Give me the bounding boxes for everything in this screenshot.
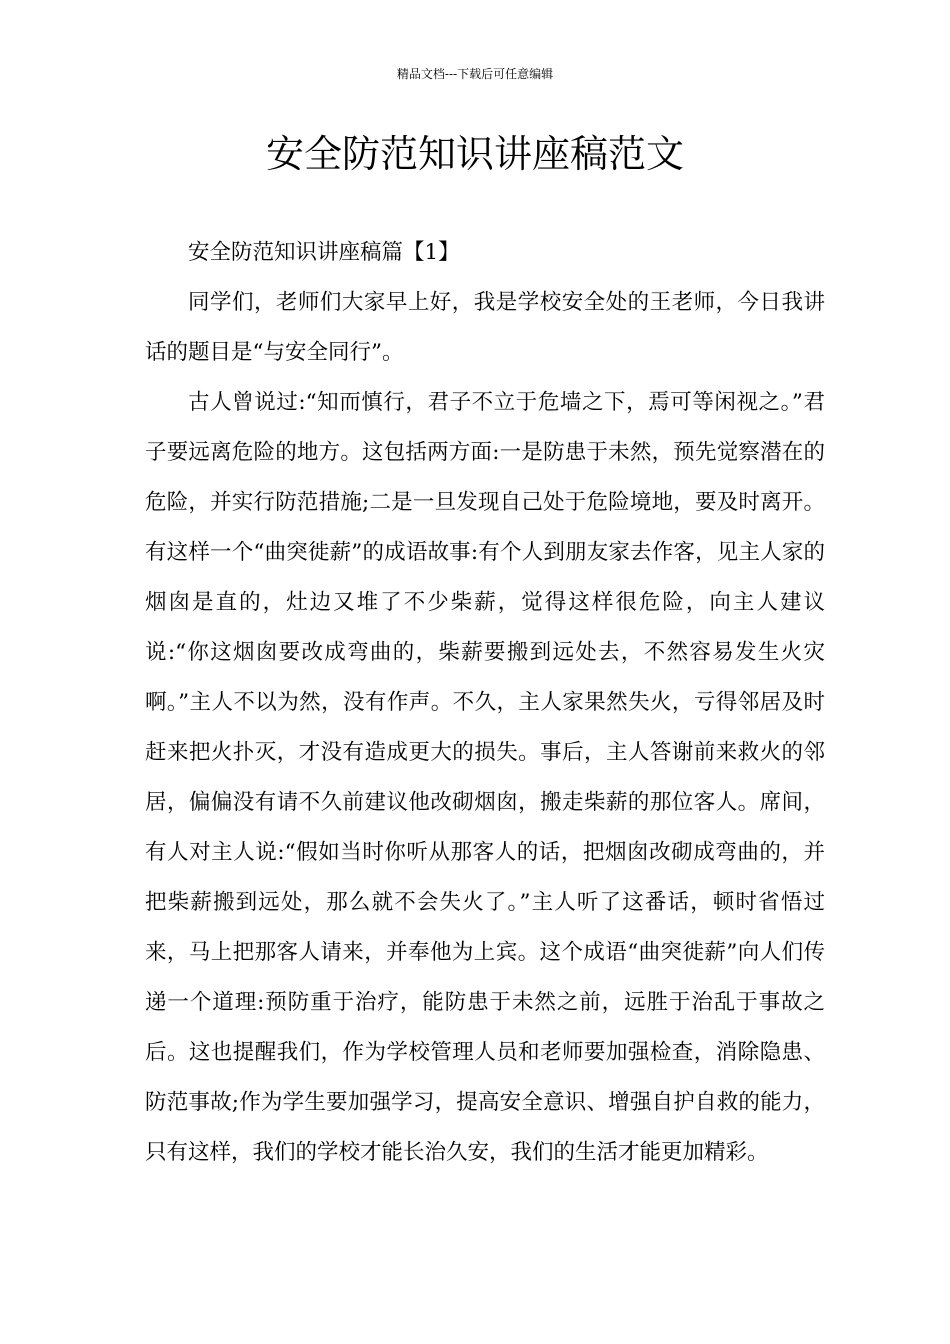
paragraph: 同学们，老师们大家早上好，我是学校安全处的王老师，今日我讲话的题目是“与安全同行”。	[145, 290, 825, 365]
document-title: 安全防范知识讲座稿范文	[265, 132, 684, 176]
document-body	[145, 228, 825, 1178]
section-heading: 安全防范知识讲座稿篇【1】	[188, 240, 460, 265]
header-note: 精品文档---下载后可任意编辑	[396, 67, 554, 81]
paragraph: 古人曾说过:“知而慎行，君子不立于危墙之下，焉可等闲视之。”君子要远离危险的地方。这包括两方面:一是防患于未然，预先觉察潜在的危险，并实行防范措施;二是一旦发现自己处于危险境地，要及时离开。有这样一个“曲突徙薪”的成语故事:有个人到朋友家去作客，见主人家的烟囱是直的，灶边又堆了不少柴薪，觉得这样很危险，向主人建议说:“你这烟囱要改成弯曲的，柴薪要搬到远处去，不然容易发生火灾啊。”主人不以为然，没有作声。不久，主人家果然失火，亏得邻居及时赶来把火扑灭，才没有造成更大的损失。事后，主人答谢前来救火的邻居，偏偏没有请不久前建议他改砌烟囱，搬走柴薪的那位客人。席间，有人对主人说:“假如当时你听从那客人的话，把烟囱改砌成弯曲的，并把柴薪搬到远处，那么就不会失火了。”主人听了这番话，顿时省悟过来，马上把那客人请来，并奉他为上宾。这个成语“曲突徙薪”向人们传递一个道理:预防重于治疗，能防患于未然之前，远胜于治乱于事故之后。这也提醒我们，作为学校管理人员和老师要加强检查，消除隐患、防范事故;作为学生要加强学习，提高安全意识、增强自护自救的能力，只有这样，我们的学校才能长治久安，我们的生活才能更加精彩。	[145, 390, 825, 1165]
